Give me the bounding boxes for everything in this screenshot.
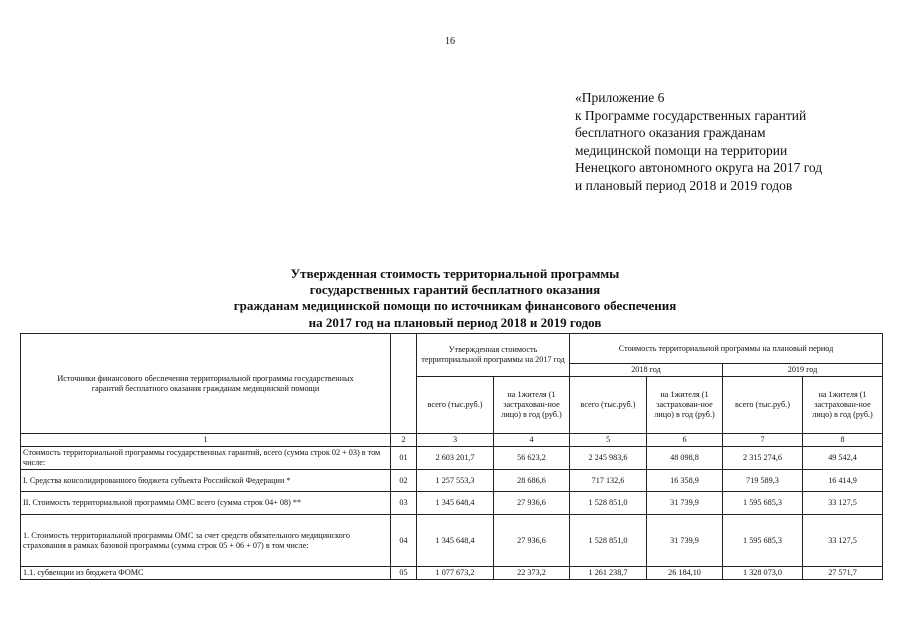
header-total-2018: всего (тыс.руб.) (570, 377, 647, 434)
row-value: 22 373,2 (494, 567, 570, 580)
row-value: 2 315 274,6 (723, 447, 803, 470)
column-number-row (21, 434, 883, 447)
column-number: 2 (391, 434, 417, 447)
table-row (21, 470, 883, 492)
title-line: гражданам медицинской помощи по источникам финансового обеспечения (233, 298, 677, 314)
appendix-line: Ненецкого автономного округа на 2017 год (575, 160, 823, 175)
row-value: 33 127,5 (803, 492, 883, 515)
row-value: 1 257 553,3 (417, 470, 494, 492)
page-number: 16 (445, 36, 455, 47)
row-label: I. Средства консолидированного бюджета субъекта Российской Федерации * (21, 470, 391, 492)
row-value: 16 414,9 (803, 470, 883, 492)
column-number: 4 (494, 434, 570, 447)
row-label: 1.1. субвенции из бюджета ФОМС (21, 567, 391, 580)
title-line: государственных гарантий бесплатного оказания (309, 282, 601, 298)
row-value: 2 603 201,7 (417, 447, 494, 470)
row-value: 717 132,6 (570, 470, 647, 492)
row-code: 02 (391, 470, 417, 492)
row-value: 27 936,6 (494, 492, 570, 515)
row-value: 2 245 983,6 (570, 447, 647, 470)
header-year-2019: 2019 год (723, 364, 883, 377)
column-number: 8 (803, 434, 883, 447)
header-per-capita-2017: на 1жителя (1 застрахован-ное лицо) в год (руб.) (494, 377, 570, 434)
header-total-2019: всего (тыс.руб.) (723, 377, 803, 434)
row-code: 01 (391, 447, 417, 470)
row-value: 719 589,3 (723, 470, 803, 492)
header-approved-2017: Утвержденная стоимость территориальной программы на 2017 год (417, 334, 570, 377)
row-value: 49 542,4 (803, 447, 883, 470)
header-sources: Источники финансового обеспечения территориальной программы государственных гарантий бесплатного оказания гражданам медицинской помощи (21, 334, 391, 434)
row-value: 56 623,2 (494, 447, 570, 470)
row-value: 1 077 673,2 (417, 567, 494, 580)
row-value: 16 358,9 (647, 470, 723, 492)
title-line: Утвержденная стоимость территориальной программы (290, 266, 620, 281)
header-planned-period: Стоимость территориальной программы на плановый период (570, 334, 883, 364)
appendix-line: к Программе государственных гарантий (575, 107, 807, 123)
row-label: 1. Стоимость территориальной программы ОМС за счет средств обязательного медицинского страхования в рамках базовой программы (сумма строк 05 + 06 + 07) в том числе: (21, 515, 391, 567)
row-value: 1 595 685,3 (723, 515, 803, 567)
row-code: 03 (391, 492, 417, 515)
header-code-blank (391, 334, 417, 434)
row-value: 31 739,9 (647, 515, 723, 567)
table-row (21, 567, 883, 580)
appendix-line: и плановый период 2018 и 2019 годов (575, 177, 793, 193)
header-year-2018: 2018 год (570, 364, 723, 377)
column-number: 5 (570, 434, 647, 447)
row-code: 05 (391, 567, 417, 580)
table-row (21, 515, 883, 567)
cost-table (20, 333, 883, 580)
header-per-capita-2018: на 1жителя (1 застрахован-ное лицо) в год (руб.) (647, 377, 723, 434)
row-value: 31 739,9 (647, 492, 723, 515)
row-value: 1 328 073,0 (723, 567, 803, 580)
appendix-line: «Приложение 6 (575, 90, 665, 105)
row-code: 04 (391, 515, 417, 567)
row-value: 1 345 648,4 (417, 492, 494, 515)
header-per-capita-2019: на 1жителя (1 застрахован-ное лицо) в год (руб.) (803, 377, 883, 434)
document-title (160, 266, 750, 331)
row-value: 1 345 648,4 (417, 515, 494, 567)
row-value: 26 184,10 (647, 567, 723, 580)
row-value: 1 595 685,3 (723, 492, 803, 515)
appendix-line: медицинской помощи на территории (575, 142, 788, 158)
row-value: 28 686,6 (494, 470, 570, 492)
appendix-note (575, 89, 895, 194)
appendix-line: бесплатного оказания гражданам (575, 125, 766, 140)
table-row (21, 447, 883, 470)
row-value: 48 098,8 (647, 447, 723, 470)
header-total-2017: всего (тыс.руб.) (417, 377, 494, 434)
title-line: на 2017 год на плановый период 2018 и 2019 годов (308, 314, 602, 330)
row-value: 1 528 851,0 (570, 492, 647, 515)
row-value: 27 936,6 (494, 515, 570, 567)
column-number: 6 (647, 434, 723, 447)
row-value: 27 571,7 (803, 567, 883, 580)
row-label: Стоимость территориальной программы государственных гарантий, всего (сумма строк 02 + 03) в том числе: (21, 447, 391, 470)
table-row (21, 492, 883, 515)
column-number: 3 (417, 434, 494, 447)
column-number: 7 (723, 434, 803, 447)
row-value: 1 261 238,7 (570, 567, 647, 580)
column-number: 1 (21, 434, 391, 447)
row-label: II. Стоимость территориальной программы ОМС всего (сумма строк 04+ 08) ** (21, 492, 391, 515)
row-value: 1 528 851,0 (570, 515, 647, 567)
row-value: 33 127,5 (803, 515, 883, 567)
